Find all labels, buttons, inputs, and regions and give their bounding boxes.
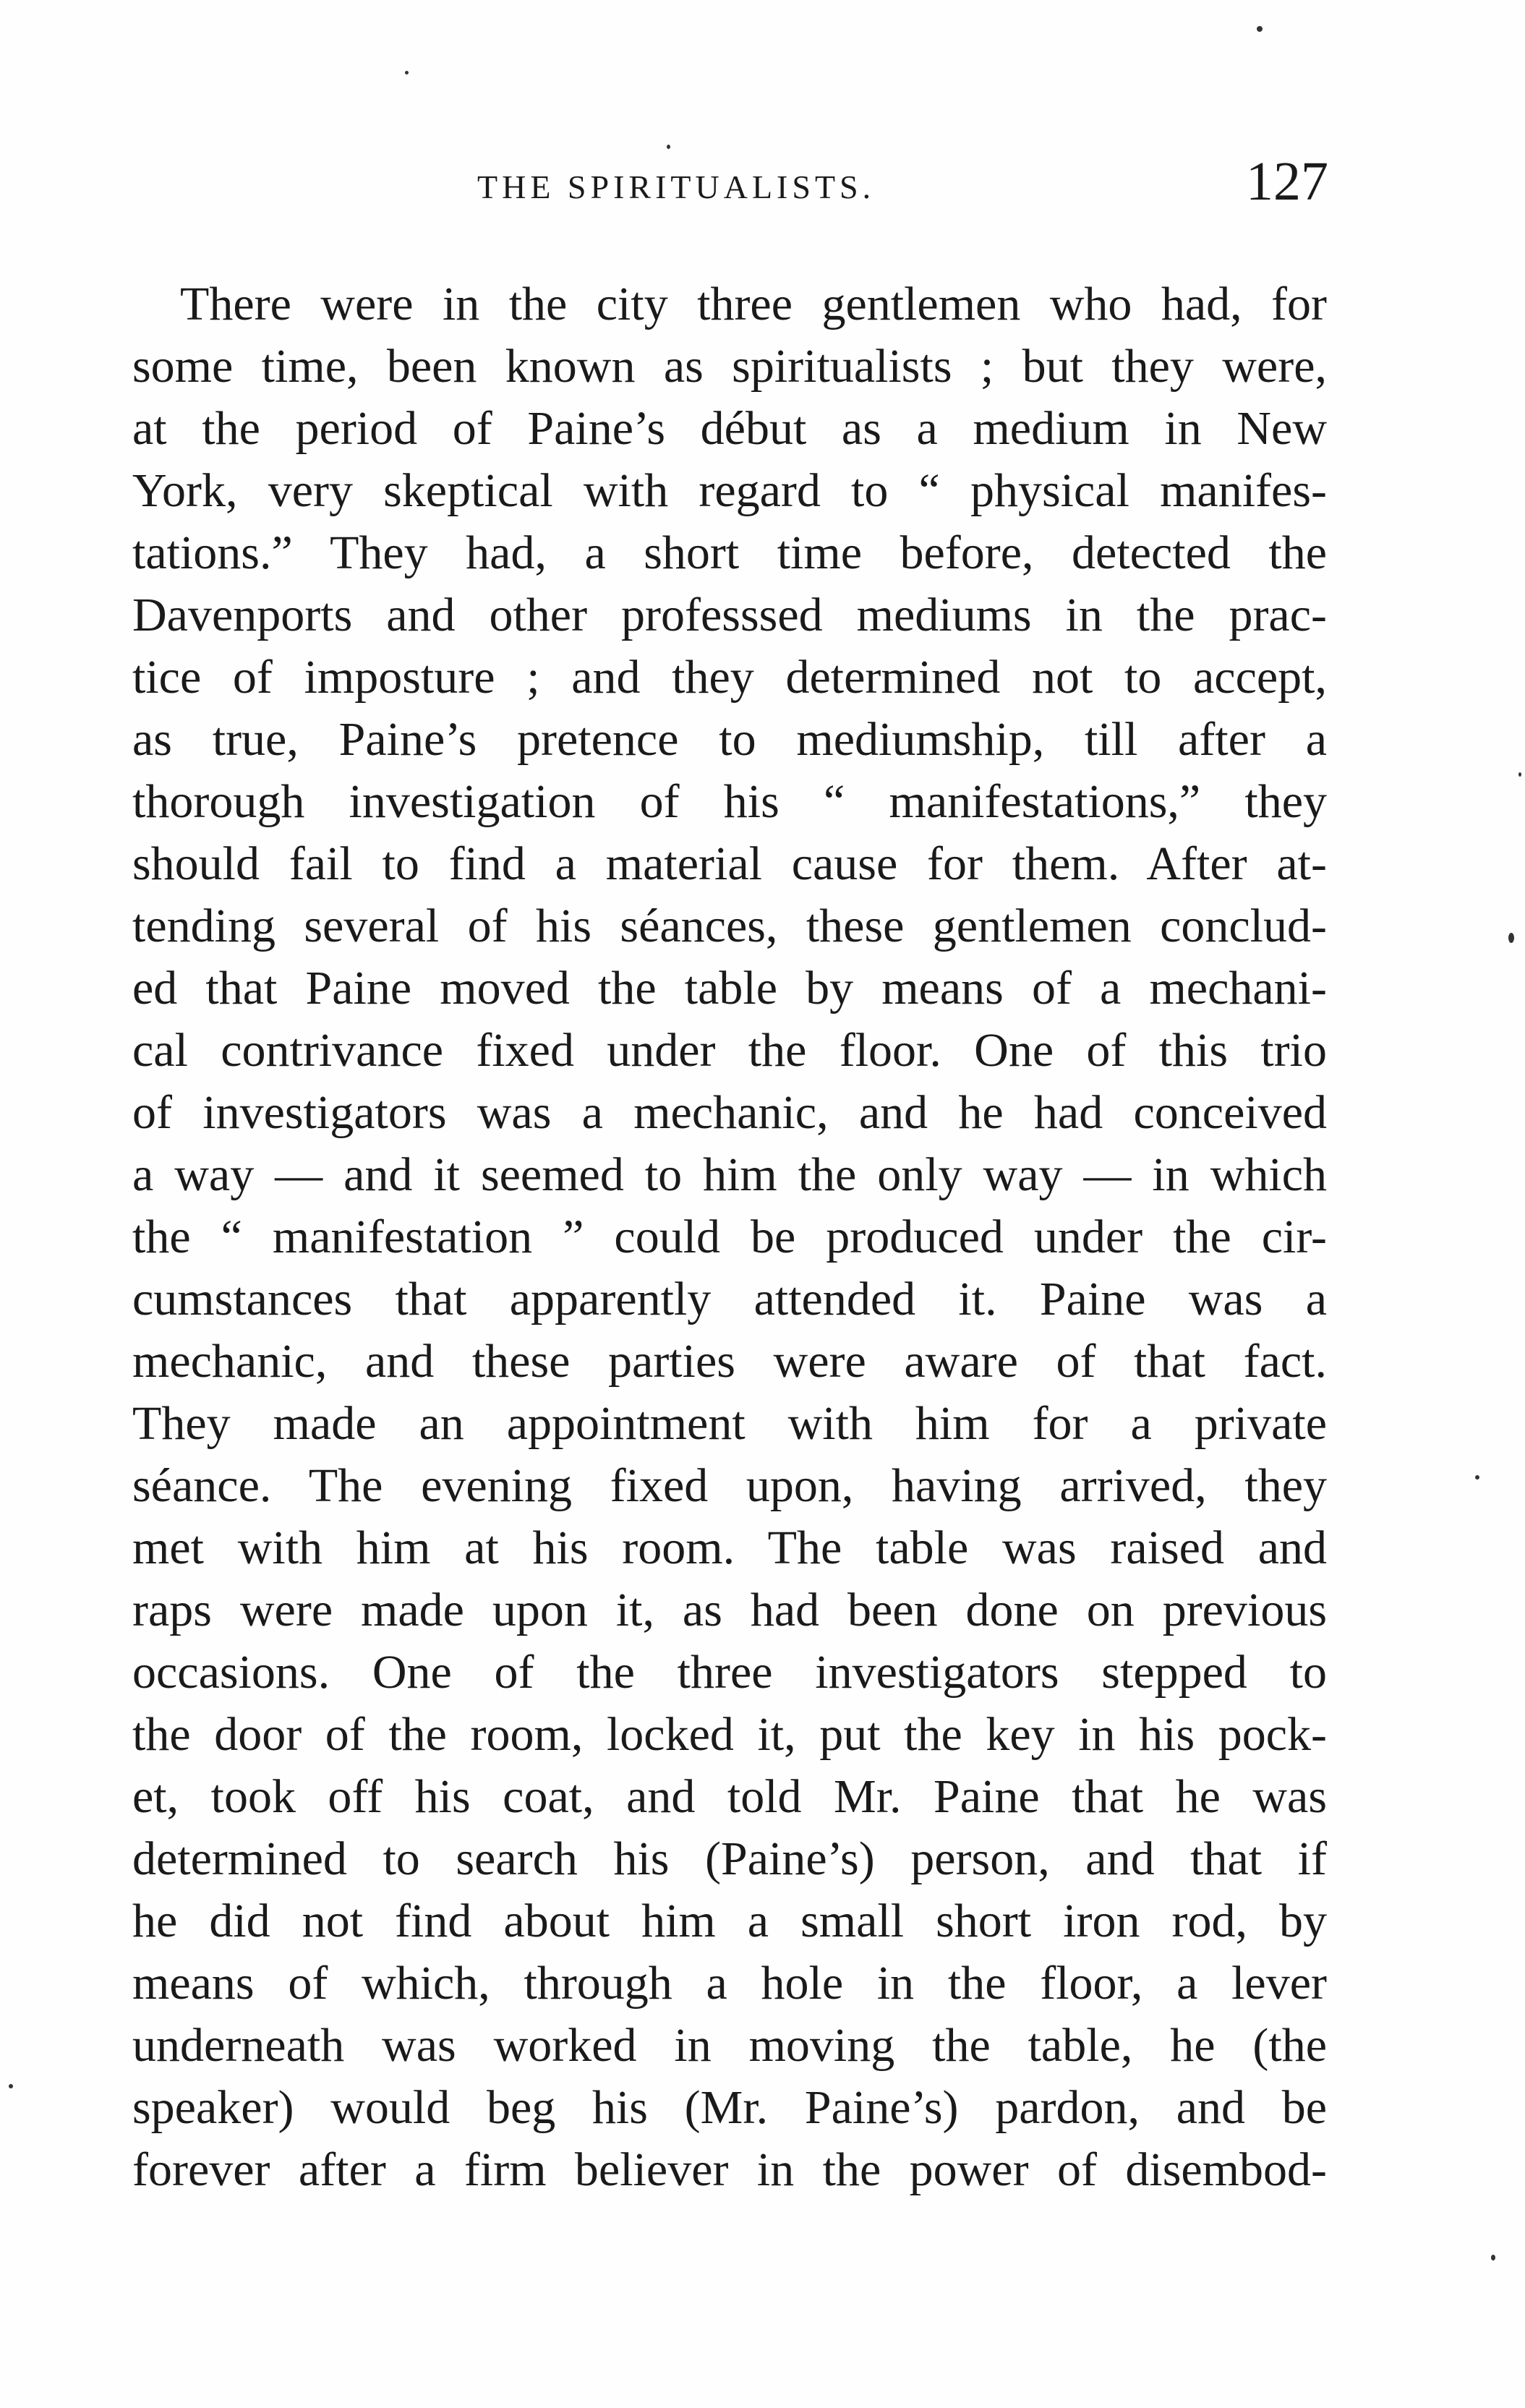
text-line: the door of the room, locked it, put the key in his pock- xyxy=(132,1708,1327,1761)
text-line: ed that Paine moved the table by means of a mechani- xyxy=(132,962,1327,1015)
scan-speck xyxy=(1518,772,1521,777)
text-line: raps were made upon it, as had been done on previous xyxy=(132,1584,1327,1636)
text-line: forever after a firm believer in the power of disembod- xyxy=(132,2143,1327,2196)
text-line: as true, Paine’s pretence to mediumship, till after a xyxy=(132,713,1327,766)
text-line: determined to search his (Paine’s) person, and that if xyxy=(132,1832,1327,1885)
text-line: underneath was worked in moving the table, he (the xyxy=(132,2019,1327,2072)
text-line: thorough investigation of his “ manifestations,” they xyxy=(132,775,1327,828)
body-paragraph xyxy=(132,273,1327,2201)
scan-speck xyxy=(1491,2255,1495,2260)
text-line: the “ manifestation ” could be produced under the cir- xyxy=(132,1211,1327,1263)
text-line: of investigators was a mechanic, and he had conceived xyxy=(132,1086,1327,1139)
text-line: means of which, through a hole in the floor, a lever xyxy=(132,1957,1327,2010)
text-line: tice of imposture ; and they determined not to accept, xyxy=(132,651,1327,704)
page-number: 127 xyxy=(1246,151,1328,212)
text-line: speaker) would beg his (Mr. Paine’s) pardon, and be xyxy=(132,2081,1327,2134)
text-line: he did not find about him a small short iron rod, by xyxy=(132,1895,1327,1947)
scan-speck xyxy=(1508,933,1514,943)
text-line: a way — and it seemed to him the only way — in which xyxy=(132,1148,1327,1201)
text-line: There were in the city three gentlemen who had, for xyxy=(180,278,1327,330)
scan-speck xyxy=(667,145,670,149)
text-line: tations.” They had, a short time before, detected the xyxy=(132,526,1327,579)
text-line: York, very skeptical with regard to “ physical manifes- xyxy=(132,464,1327,517)
running-title: THE SPIRITUALISTS. xyxy=(477,168,876,205)
scan-speck xyxy=(9,2084,13,2088)
text-line: at the period of Paine’s début as a medium in New xyxy=(132,402,1327,455)
text-line: should fail to find a material cause for them. After at- xyxy=(132,837,1327,890)
scan-speck xyxy=(1257,26,1263,32)
text-line: séance. The evening fixed upon, having arrived, they xyxy=(132,1459,1327,1512)
text-line: cal contrivance fixed under the floor. One of this trio xyxy=(132,1024,1327,1077)
text-line: occasions. One of the three investigators stepped to xyxy=(132,1646,1327,1699)
text-line: They made an appointment with him for a private xyxy=(132,1397,1327,1450)
text-line: tending several of his séances, these gentlemen conclud- xyxy=(132,900,1327,952)
text-line: cumstances that apparently attended it. Paine was a xyxy=(132,1273,1327,1325)
text-line: mechanic, and these parties were aware of that fact. xyxy=(132,1335,1327,1388)
scan-speck xyxy=(1475,1475,1479,1480)
text-line: some time, been known as spiritualists ; but they were, xyxy=(132,340,1327,393)
text-line: et, took off his coat, and told Mr. Paine that he was xyxy=(132,1770,1327,1823)
text-line: Davenports and other professsed mediums in the prac- xyxy=(132,589,1327,641)
text-line: met with him at his room. The table was raised and xyxy=(132,1521,1327,1574)
scan-speck xyxy=(405,71,409,74)
